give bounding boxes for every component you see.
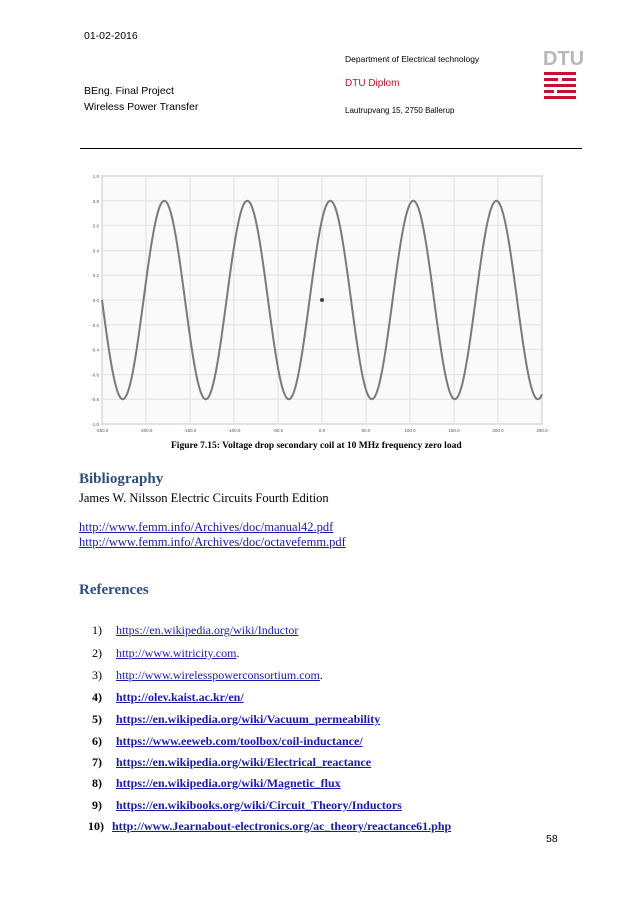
dtu-logo	[542, 46, 585, 102]
header-department: Department of Electrical technology	[345, 54, 480, 64]
reference-item	[92, 755, 371, 770]
reference-link[interactable]: http://olev.kaist.ac.kr/en/	[116, 690, 244, 704]
page-number: 58	[546, 833, 558, 845]
reference-link[interactable]: https://en.wikipedia.org/wiki/Inductor	[116, 623, 299, 637]
y-tick-label: 0.8	[92, 198, 99, 204]
x-tick-label: 0.0	[318, 428, 326, 433]
y-tick-label: -0.6	[91, 372, 99, 378]
reference-link[interactable]: https://en.wikipedia.org/wiki/Electrical_reactance	[116, 755, 372, 769]
header-address: Lautrupvang 15, 2750 Ballerup	[345, 106, 455, 115]
reference-number: 1)	[92, 623, 102, 637]
reference-suffix: .	[236, 646, 240, 660]
reference-link[interactable]: https://en.wikipedia.org/wiki/Vacuum_permeability	[116, 712, 381, 726]
reference-suffix: .	[319, 668, 323, 682]
header-project-line2: Wireless Power Transfer	[84, 101, 199, 113]
reference-number: 6)	[92, 734, 102, 748]
x-tick-label: -250.0	[95, 428, 109, 433]
reference-number: 3)	[92, 668, 102, 682]
x-tick-label: 250.0	[536, 428, 548, 433]
reference-item	[92, 623, 298, 638]
x-tick-label: 200.0	[492, 428, 504, 433]
reference-number: 5)	[92, 712, 102, 726]
bibliography-title: Bibliography	[79, 471, 164, 487]
y-tick-label: 0.0	[92, 298, 99, 303]
bibliography-book: James W. Nilsson Electric Circuits Fourth Edition	[79, 491, 329, 505]
reference-item	[92, 646, 239, 661]
x-tick-label: 50.0	[361, 428, 371, 433]
y-tick-label: 1.0	[92, 174, 99, 179]
reference-link[interactable]: https://www.eeweb.com/toolbox/coil-inductance/	[116, 734, 363, 748]
header-date: 01-02-2016	[84, 30, 138, 42]
x-tick-label: 150.0	[448, 428, 460, 433]
x-tick-label: -100.0	[227, 428, 241, 433]
reference-link[interactable]: http://www.Jearnabout-electronics.org/ac_theory/reactance61.php	[112, 819, 452, 833]
header-rule	[80, 148, 582, 149]
voltage-chart	[80, 172, 552, 440]
reference-number: 8)	[92, 776, 102, 790]
center-marker	[320, 298, 324, 302]
x-tick-label: -150.0	[183, 428, 197, 433]
references-title: References	[79, 582, 149, 598]
reference-number: 2)	[92, 646, 102, 660]
reference-item	[92, 734, 363, 749]
bibliography-link-2[interactable]: http://www.femm.info/Archives/doc/octavefemm.pdf	[79, 535, 346, 549]
x-tick-label: 100.0	[404, 428, 416, 433]
reference-item	[92, 690, 244, 705]
header-project-line1: BEng. Final Project	[84, 85, 174, 97]
reference-item	[88, 819, 451, 834]
reference-link[interactable]: http://www.wirelesspowerconsortium.com	[116, 668, 320, 682]
figure-caption: Figure 7.15: Voltage drop secondary coil at 10 MHz frequency zero load	[171, 441, 462, 451]
y-tick-label: -0.8	[91, 397, 99, 403]
reference-item	[92, 776, 341, 791]
y-tick-label: 0.2	[92, 273, 99, 279]
x-tick-label: -50.0	[272, 428, 284, 433]
header-dtu-diplom: DTU Diplom	[345, 78, 400, 89]
reference-number: 10)	[88, 819, 104, 833]
y-tick-label: -1.0	[91, 422, 99, 427]
reference-link[interactable]: https://en.wikipedia.org/wiki/Magnetic_flux	[116, 776, 341, 790]
dtu-logo-letters: DTU	[543, 48, 585, 70]
reference-link[interactable]: https://en.wikibooks.org/wiki/Circuit_Theory/Inductors	[116, 798, 402, 812]
reference-link[interactable]: http://www.witricity.com	[116, 646, 237, 660]
y-tick-label: -0.4	[91, 347, 99, 353]
x-tick-label: -200.0	[139, 428, 153, 433]
y-tick-label: -0.2	[91, 322, 99, 328]
dtu-logo-graphic	[542, 46, 585, 102]
y-tick-label: 0.4	[92, 248, 99, 254]
reference-item	[92, 712, 380, 727]
reference-number: 7)	[92, 755, 102, 769]
y-tick-label: 0.6	[92, 223, 99, 229]
bibliography-link-1[interactable]: http://www.femm.info/Archives/doc/manual42.pdf	[79, 520, 334, 534]
reference-number: 4)	[92, 690, 102, 704]
voltage-chart-svg	[80, 172, 552, 440]
reference-item	[92, 798, 402, 813]
reference-number: 9)	[92, 798, 102, 812]
reference-item	[92, 668, 323, 683]
